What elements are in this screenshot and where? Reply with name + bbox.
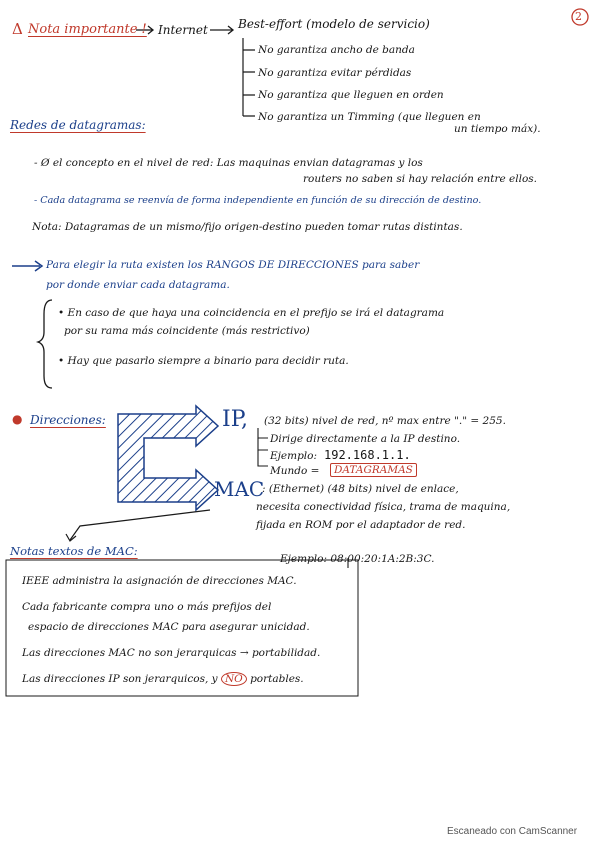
scanner-footer: Escaneado con CamScanner (447, 826, 578, 837)
arrow-head (66, 534, 76, 541)
datagram-note: Nota: Datagramas de un mismo/fijo origen-destino pueden tomar rutas distintas. (32, 221, 463, 233)
guarantee-item: No garantiza un Timming (que lleguen en (258, 111, 481, 123)
datagram-heading: Redes de datagramas: (10, 118, 146, 132)
ip-mundo-value: DATAGRAMAS (330, 463, 417, 477)
guarantee-item-tail: un tiempo máx). (454, 123, 541, 135)
ip-mundo-label: Mundo = (270, 465, 320, 477)
route-item: • En caso de que haya una coincidencia en el prefijo se irá el datagrama (58, 307, 445, 319)
ip-label: IP, (222, 407, 249, 432)
ip-detail: Dirige directamente a la IP destino. (270, 433, 461, 445)
no-word: NO (221, 672, 247, 686)
route-line: por donde enviar cada datagrama. (46, 279, 230, 291)
mac-label: MAC (214, 477, 265, 501)
mac-detail: fijada en ROM por el adaptador de red. (256, 519, 466, 531)
ip-example-label: Ejemplo: (270, 450, 318, 462)
bullet-icon: ● (12, 412, 23, 426)
ip-example: 192.168.1.1. (324, 448, 411, 462)
mac-note-tail: portables. (250, 673, 304, 685)
mac-notes-heading: Notas textos de MAC: (10, 544, 138, 558)
tree-branches (243, 50, 255, 116)
warning-icon: Δ (12, 20, 23, 38)
brace (38, 300, 52, 388)
datagram-bullet: - Cada datagrama se reenvía de forma independiente en función de su dirección de destino. (34, 195, 482, 206)
mac-detail: necesita conectividad física, trama de maquina, (256, 501, 511, 513)
route-line: Para elegir la ruta existen los RANGOS DE DIRECCIONES para saber (46, 259, 420, 271)
mac-note: espacio de direcciones MAC para asegurar unicidad. (28, 621, 310, 633)
mac-note: Cada fabricante compra uno o más prefijos del (22, 601, 272, 613)
addresses-heading: Direcciones: (30, 413, 106, 427)
connector (258, 450, 268, 466)
best-effort-label: Best-effort (modelo de servicio) (238, 17, 430, 31)
mac-note: IEEE administra la asignación de direcciones MAC. (22, 575, 297, 587)
mac-note-text: Las direcciones IP son jerarquicos, y (22, 673, 218, 685)
page-number: 2 (575, 10, 582, 23)
datagram-bullet: - Ø el concepto en el nivel de red: Las maquinas envian datagramas y los (34, 157, 423, 169)
mac-arrow (70, 510, 210, 540)
guarantee-item: No garantiza ancho de banda (258, 44, 415, 56)
important-heading: Nota importante ! (28, 22, 147, 37)
connector (258, 438, 268, 450)
internet-label: Internet (158, 23, 208, 37)
big-hatched-arrow (118, 406, 218, 510)
mac-detail: : (Ethernet) (48 bits) nivel de enlace, (262, 483, 459, 495)
mac-note (22, 672, 304, 686)
ip-detail: (32 bits) nivel de red, nº max entre "." = 255. (264, 415, 506, 427)
mac-note: Las direcciones MAC no son jerarquicas → portabilidad. (22, 647, 321, 659)
guarantee-item: No garantiza evitar pérdidas (258, 67, 412, 79)
guarantee-item: No garantiza que lleguen en orden (258, 89, 444, 101)
datagram-bullet-tail: routers no saben si hay relación entre ellos. (303, 173, 538, 185)
route-item: • Hay que pasarlo siempre a binario para decidir ruta. (58, 355, 349, 367)
connector (258, 428, 268, 438)
mac-example: Ejemplo: 08:00:20:1A:2B:3C. (280, 553, 435, 565)
route-item-tail: por su rama más coincidente (más restrictivo) (64, 325, 310, 337)
